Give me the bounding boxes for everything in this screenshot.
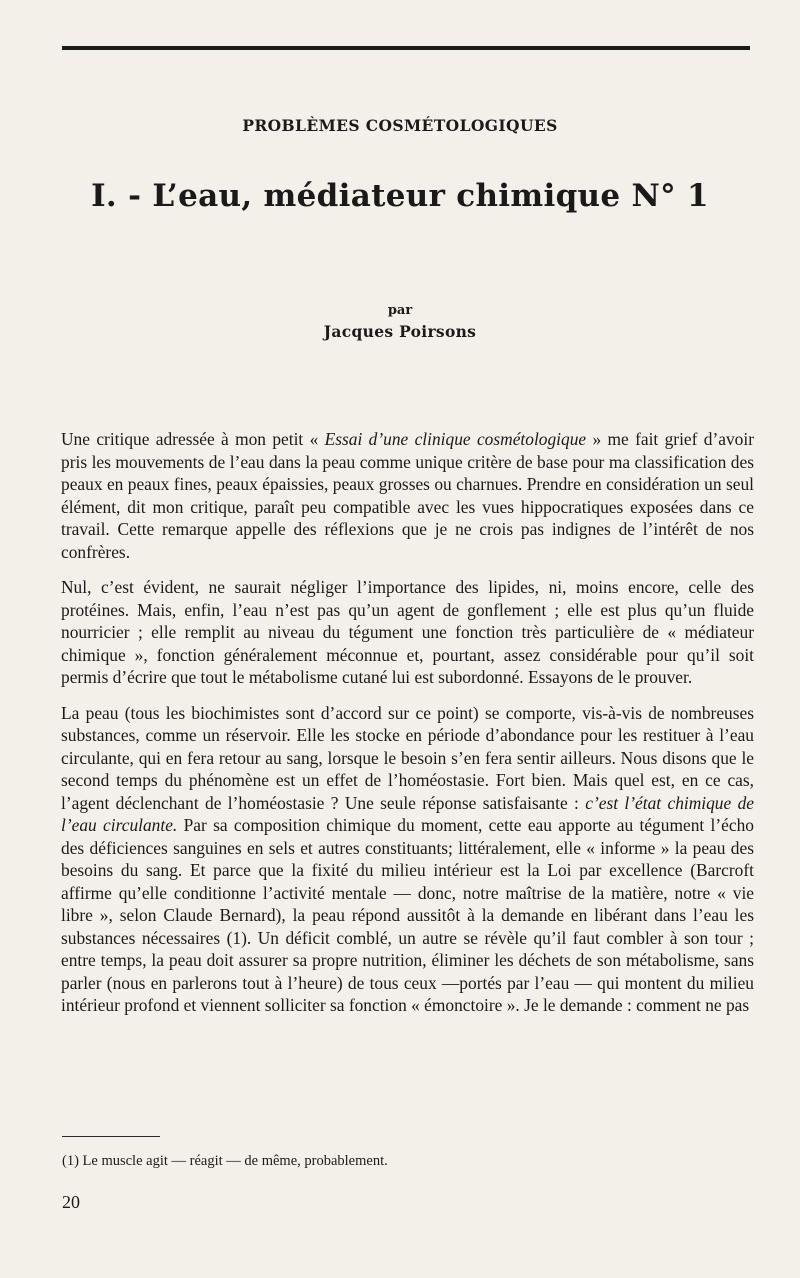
article-body bbox=[61, 428, 754, 1030]
article-title: I. - L’eau, médiateur chimique N° 1 bbox=[91, 178, 709, 214]
top-rule bbox=[62, 46, 750, 50]
paragraph-1-text-a: Une critique adressée à mon petit « bbox=[61, 429, 325, 449]
footnote-rule bbox=[62, 1136, 160, 1137]
paragraph-3 bbox=[61, 702, 754, 1017]
paragraph-1-italic: Essai d’une clinique cosmétologique bbox=[324, 429, 587, 449]
paragraph-3-text-a: La peau (tous les biochimistes sont d’accord sur ce point) se comporte, vis-à-vis de nombreuses substances, comme un réservoir. Elle les stocke en période d’abondance pour les restituer à l’eau circulante, qui en fera retour au sang, lorsque le besoin s’en fera sentir ailleurs. Nous disons que le second temps du phénomène est un effet de l’homéostasie. Fort bien. Mais quel est, en ce cas, l’agent déclenchant de l’homéostasie ? Une seule réponse satisfaisante : bbox=[61, 702, 754, 813]
paragraph-1 bbox=[61, 428, 754, 563]
paragraph-2: Nul, c’est évident, ne saurait négliger l’importance des lipides, ni, moins encore, celle des protéines. Mais, enfin, l’eau n’est pas qu’un agent de gonflement ; elle est plus qu’un fluide nourricier ; elle remplit au niveau du tégument une fonction très particulière de « médiateur chimique », fonction généralement méconnue et, pourtant, assez considérable pour qu’il soit permis d’écrire que tout le métabolisme cutané lui est subordonné. Essayons de le prouver. bbox=[61, 577, 754, 687]
section-heading: PROBLÈMES COSMÉTOLOGIQUES bbox=[242, 116, 558, 135]
byline-label: par bbox=[387, 303, 413, 318]
paragraph-3-text-b: Par sa composition chimique du moment, cette eau apporte au tégument l’écho des déficiences sanguines en sels et autres constituants; littéralement, elle « informe » la peau des besoins du sang. Et parce que la fixité du milieu intérieur est la Loi par excellence (Barcroft affirme qu’elle conditionne l’activité mentale — donc, notre maîtrise de la matière, notre « vie libre », selon Claude Bernard), la peau répond aussitôt à la demande en libérant dans l’eau les substances nécessaires (1). Un déficit comblé, un autre se révèle qu’il faut combler à son tour ; entre temps, la peau doit assurer sa propre nutrition, éliminer les déchets de son métabolisme, sans parler (nous en parlerons tout à l’heure) de tous ceux —portés par l’eau — qui montent du milieu intérieur profond et viennent solliciter sa fonction « émonctoire ». Je le demande : comment ne pas bbox=[61, 815, 755, 1015]
author-name: Jacques Poirsons bbox=[323, 322, 477, 341]
paragraph-1-text-b: » me fait grief d’avoir pris les mouvements de l’eau dans la peau comme unique critère de base pour ma classification des peaux en peaux fines, peaux épaissies, peaux grosses ou charnues. Prendre en considération un seul élément, dit mon critique, paraît peu compatible avec les vues hippocratiques exposées dans ce travail. Cette remarque appelle des réflexions que je ne crois pas indignes de l’intérêt de nos confrères. bbox=[61, 429, 754, 562]
page-number: 20 bbox=[62, 1192, 80, 1212]
footnote: (1) Le muscle agit — réagit — de même, probablement. bbox=[62, 1153, 388, 1169]
paragraph-3-italic: c’est l’état chimique de l’eau circulante. bbox=[61, 792, 754, 835]
